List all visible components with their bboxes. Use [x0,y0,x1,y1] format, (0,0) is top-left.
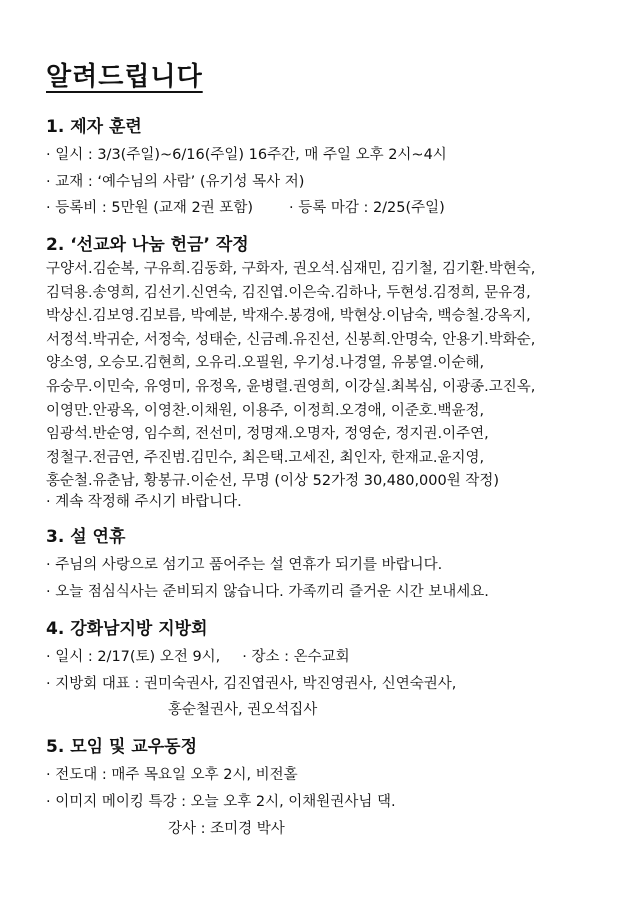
discipleship-schedule: · 일시 : 3/3(주일)~6/16(주일) 16주간, 매 주일 오후 2시~4시 [46,147,447,163]
lecture-speaker: 강사 : 조미경 박사 [168,821,285,837]
holiday-lunch-notice: · 오늘 점심식사는 준비되지 않습니다. 가족끼리 즐거운 시간 보내세요. [46,584,489,600]
holiday-greeting: · 주님의 사랑으로 섬기고 품어주는 설 연휴가 되기를 바랍니다. [46,557,443,573]
pledge-names-line: 홍순철.유춘남, 황봉규.이순선, 무명 (이상 52가정 30,480,000원 작정) [46,473,500,490]
district-meeting-place: · 장소 : 온수교회 [242,649,350,665]
discipleship-deadline: · 등록 마감 : 2/25(주일) [288,200,445,216]
discipleship-fee-row [46,196,445,217]
offering-pledge-names [46,258,606,494]
district-representatives: · 지방회 대표 : 권미숙권사, 김진엽권사, 박진영권사, 신연숙권사, [46,676,457,692]
pledge-names-line: 이영만.안광옥, 이영찬.이채원, 이용주, 이정희.오경애, 이준호.백윤정, [46,402,485,419]
section-heading-discipleship: 1. 제자 훈련 [46,117,142,137]
pledge-names-line: 정철구.전금연, 주진범.김민수, 최은택.고세진, 최인자, 한재교.윤지영, [46,449,485,466]
pledge-names-line: 박상신.김보영.김보름, 박예분, 박재수.봉경애, 박현상.이남숙, 백승철.강옥지, [46,308,531,325]
pledge-names-line: 유숭무.이민숙, 유영미, 유정옥, 윤병렬.권영희, 이강실.최복심, 이광종.고진옥, [46,378,536,395]
pledge-names-line: 양소영, 오승모.김현희, 오유리.오필원, 우기성.나경열, 유봉열.이순해, [46,355,485,372]
pledge-names-line: 구양서.김순복, 구유희.김동화, 구화자, 권오석.심재민, 김기철, 김기환.박현숙, [46,261,536,277]
page-title: 알려드립니다 [46,62,203,92]
district-representatives-cont: 홍순철권사, 권오석집사 [168,702,318,718]
discipleship-textbook: · 교재 : ‘예수님의 사람’ (유기성 목사 저) [46,174,305,190]
pledge-names-line: 서정석.박귀순, 서정숙, 성태순, 신금례.유진선, 신봉희.안명숙, 안용기.박화순, [46,331,536,348]
district-meeting-time: · 일시 : 2/17(토) 오전 9시, [46,649,221,665]
district-meeting-time-row [46,645,350,666]
image-making-lecture: · 이미지 메이킹 특강 : 오늘 오후 2시, 이채원권사님 댁. [46,794,396,810]
pledge-names-line: 임광석.반순영, 임수희, 전선미, 정명재.오명자, 정영순, 정지권.이주연, [46,426,489,443]
section-heading-district-meeting: 4. 강화남지방 지방회 [46,619,208,639]
offering-request: · 계속 작정해 주시기 바랍니다. [46,494,242,510]
section-heading-gatherings: 5. 모임 및 교우동정 [46,737,197,757]
section-heading-holiday: 3. 설 연휴 [46,527,126,547]
discipleship-fee: · 등록비 : 5만원 (교재 2권 포함) [46,200,253,216]
section-heading-offering: 2. ‘선교와 나눔 헌금’ 작정 [46,235,249,255]
pledge-names-line: 김덕용.송영희, 김선기.신연숙, 김진엽.이은숙.김하나, 두현성.김정희, 문유경, [46,284,531,301]
evangelism-team: · 전도대 : 매주 목요일 오후 2시, 비전홀 [46,767,298,783]
